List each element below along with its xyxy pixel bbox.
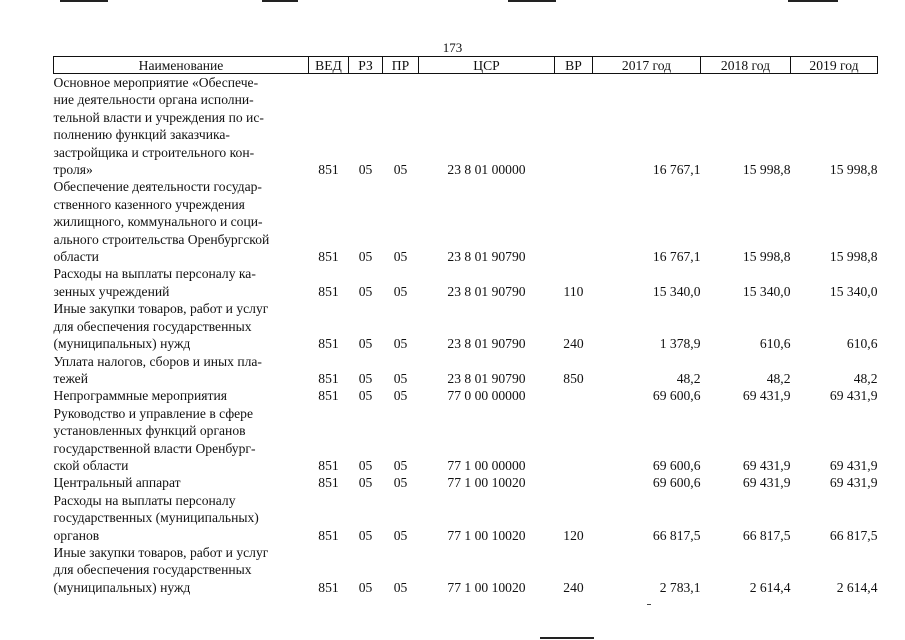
row-amount-2018: 610,6 [759, 336, 791, 352]
row-csr: 77 1 00 10020 [447, 527, 526, 543]
row-amount-2019: 69 431,9 [829, 457, 878, 473]
top-rule-right [788, 0, 838, 2]
row-name: Непрограммные мероприятия [53, 388, 227, 404]
row-amount-2019: 2 614,4 [836, 579, 878, 595]
row-vr [555, 387, 593, 404]
row-pr: 05 [393, 162, 408, 178]
row-ved: 851 [318, 283, 339, 299]
row-name: Иные закупки товаров, работ и услуг для обеспечения государственных (муниципальных) нужд [53, 544, 269, 595]
row-csr: 23 8 01 00000 [447, 162, 526, 178]
column-header-name: Наименование [54, 57, 309, 74]
row-amount-2019: 15 340,0 [829, 283, 878, 299]
row-csr: 23 8 01 90790 [447, 283, 526, 299]
row-name: Центральный аппарат [53, 475, 181, 491]
row-rz: 05 [358, 527, 373, 543]
row-amount-2018: 48,2 [766, 370, 791, 386]
table-row [54, 300, 878, 352]
row-amount-2019: 15 998,8 [829, 249, 878, 265]
row-amount-2018: 66 817,5 [742, 527, 791, 543]
column-header-vr: ВР [555, 57, 593, 74]
column-header-csr: ЦСР [419, 57, 555, 74]
table-row [54, 178, 878, 265]
row-rz: 05 [358, 388, 373, 404]
scan-mark-bottom [540, 637, 594, 639]
row-vr [555, 405, 593, 475]
row-amount-2019: 69 431,9 [829, 475, 878, 491]
row-vr: 240 [563, 336, 584, 352]
row-ved: 851 [318, 370, 339, 386]
row-ved: 851 [318, 388, 339, 404]
row-amount-2017: 66 817,5 [652, 527, 701, 543]
row-csr: 77 1 00 00000 [447, 457, 526, 473]
row-pr: 05 [393, 579, 408, 595]
table-row [54, 405, 878, 475]
row-amount-2017: 16 767,1 [652, 162, 701, 178]
row-pr: 05 [393, 249, 408, 265]
row-amount-2018: 15 998,8 [742, 249, 791, 265]
row-vr [555, 74, 593, 179]
row-csr: 77 1 00 10020 [447, 475, 526, 491]
row-csr: 23 8 01 90790 [447, 370, 526, 386]
row-pr: 05 [393, 457, 408, 473]
row-amount-2019: 48,2 [853, 370, 878, 386]
row-pr: 05 [393, 336, 408, 352]
page-number: 173 [442, 40, 463, 55]
row-vr [555, 178, 593, 265]
row-name: Расходы на выплаты персоналу ка- зенных учреждений [53, 266, 256, 299]
table-row [54, 387, 878, 404]
column-header-2019: 2019 год [791, 57, 878, 74]
row-name: Руководство и управление в сфере установленных функций органов государственной власти Оренбург- ской области [53, 405, 256, 473]
row-name: Иные закупки товаров, работ и услуг для обеспечения государственных (муниципальных) нужд [53, 301, 269, 352]
table-row [54, 492, 878, 544]
row-csr: 77 1 00 10020 [447, 579, 526, 595]
column-header-pr: ПР [383, 57, 419, 74]
row-amount-2017: 69 600,6 [652, 475, 701, 491]
row-ved: 851 [318, 475, 339, 491]
row-rz: 05 [358, 457, 373, 473]
row-name: Расходы на выплаты персоналу государственных (муниципальных) органов [53, 492, 259, 543]
row-csr: 23 8 01 90790 [447, 249, 526, 265]
row-amount-2017: 48,2 [676, 370, 701, 386]
table-row [54, 265, 878, 300]
row-amount-2019: 15 998,8 [829, 162, 878, 178]
row-amount-2018: 69 431,9 [742, 475, 791, 491]
row-rz: 05 [358, 370, 373, 386]
row-pr: 05 [393, 283, 408, 299]
row-rz: 05 [358, 336, 373, 352]
row-amount-2018: 15 998,8 [742, 162, 791, 178]
row-name: Уплата налогов, сборов и иных пла- тежей [53, 353, 262, 386]
row-rz: 05 [358, 579, 373, 595]
row-amount-2017: 15 340,0 [652, 283, 701, 299]
row-amount-2018: 15 340,0 [742, 283, 791, 299]
budget-table [53, 56, 878, 596]
row-amount-2017: 69 600,6 [652, 388, 701, 404]
column-header-rz: РЗ [349, 57, 383, 74]
row-amount-2017: 1 378,9 [659, 336, 701, 352]
row-rz: 05 [358, 249, 373, 265]
column-header-ved: ВЕД [309, 57, 349, 74]
row-amount-2018: 69 431,9 [742, 457, 791, 473]
row-csr: 23 8 01 90790 [447, 336, 526, 352]
row-amount-2017: 2 783,1 [659, 579, 701, 595]
row-amount-2017: 16 767,1 [652, 249, 701, 265]
row-rz: 05 [358, 475, 373, 491]
row-vr: 850 [563, 370, 584, 386]
row-vr: 120 [563, 527, 584, 543]
row-amount-2018: 2 614,4 [749, 579, 791, 595]
row-pr: 05 [393, 527, 408, 543]
row-amount-2019: 66 817,5 [829, 527, 878, 543]
row-pr: 05 [393, 388, 408, 404]
scan-mark-dot [647, 604, 651, 605]
column-header-2018: 2018 год [701, 57, 791, 74]
row-rz: 05 [358, 162, 373, 178]
row-pr: 05 [393, 370, 408, 386]
row-ved: 851 [318, 579, 339, 595]
row-amount-2019: 69 431,9 [829, 388, 878, 404]
row-vr: 110 [563, 283, 584, 299]
row-amount-2018: 69 431,9 [742, 388, 791, 404]
row-ved: 851 [318, 162, 339, 178]
row-ved: 851 [318, 336, 339, 352]
row-ved: 851 [318, 457, 339, 473]
row-name: Основное мероприятие «Обеспече- ние деятельности органа исполни- тельной власти и учреждения по ис- полнению функций заказчика- застройщика и строительного кон- троля» [53, 75, 264, 178]
row-ved: 851 [318, 249, 339, 265]
row-rz: 05 [358, 283, 373, 299]
table-row [54, 353, 878, 388]
column-header-2017: 2017 год [593, 57, 701, 74]
row-ved: 851 [318, 527, 339, 543]
top-rule-left [60, 0, 108, 2]
table-header-row [54, 57, 878, 74]
row-amount-2017: 69 600,6 [652, 457, 701, 473]
row-name: Обеспечение деятельности государ- ственного казенного учреждения жилищного, коммунального и соци- ального строительства Оренбургской области [53, 179, 270, 265]
table-row [54, 544, 878, 596]
row-amount-2019: 610,6 [846, 336, 878, 352]
row-csr: 77 0 00 00000 [447, 388, 526, 404]
table-row [54, 74, 878, 179]
row-pr: 05 [393, 475, 408, 491]
top-rule-mid-1 [262, 0, 298, 2]
row-vr [555, 474, 593, 491]
top-rule-mid-2 [508, 0, 556, 2]
row-vr: 240 [563, 579, 584, 595]
table-row [54, 474, 878, 491]
